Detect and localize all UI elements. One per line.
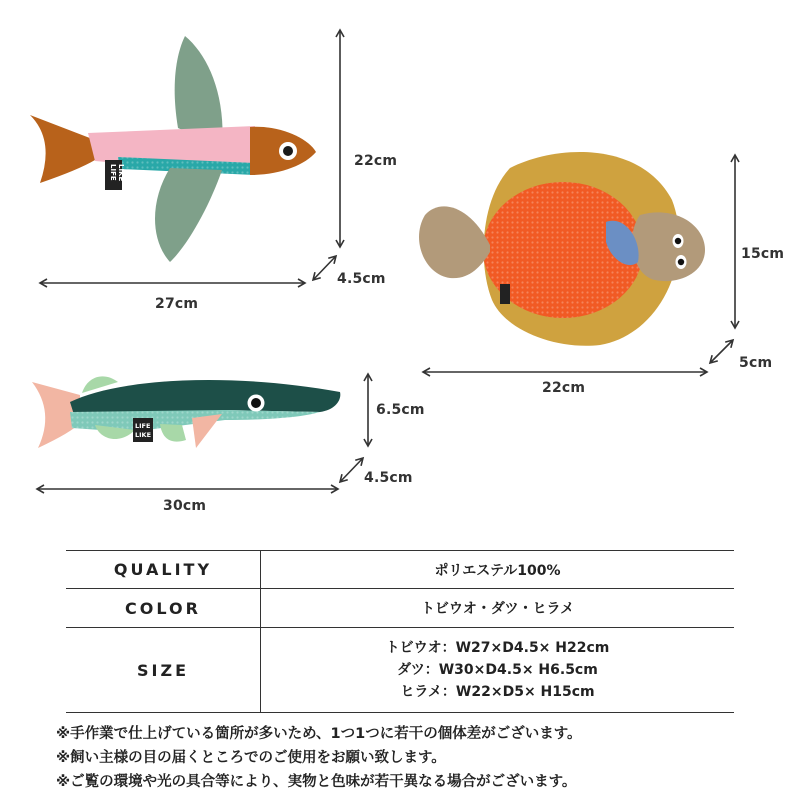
color-label: COLOR <box>66 589 261 628</box>
hirame-height-label: 15cm <box>741 246 785 262</box>
flounder-toy <box>419 152 705 346</box>
hirame-width-label: 22cm <box>542 380 586 396</box>
flying-fish-toy <box>30 36 316 262</box>
quality-label: QUALITY <box>66 551 261 589</box>
flying-fish-bottom-wing <box>155 168 222 262</box>
color-value: トビウオ・ダツ・ヒラメ <box>261 589 735 628</box>
datsu-width-label: 30cm <box>163 498 207 514</box>
hirame-depth-arrow <box>710 340 733 363</box>
tobiuo-depth-arrow <box>313 256 336 280</box>
spec-row-size <box>66 628 734 713</box>
notes <box>56 722 776 794</box>
tobiuo-depth-label: 4.5cm <box>337 271 386 287</box>
datsu-depth-arrow <box>340 458 363 482</box>
tag-text-life: LIFE <box>109 164 117 181</box>
flounder-head <box>632 212 705 281</box>
datsu-height-label: 6.5cm <box>376 402 425 418</box>
svg-text:LIKE: LIKE <box>135 431 152 439</box>
datsu-depth-label: 4.5cm <box>364 470 413 486</box>
size-values <box>261 628 735 713</box>
tag-text-like: LIKE <box>117 164 125 182</box>
note-color-variance: ※ご覧の環境や光の具合等により、実物と色味が若干異なる場合がございます。 <box>56 774 577 790</box>
size-value-tobiuo: トビウオ：W27×D4.5× H22cm <box>385 640 610 656</box>
size-label: SIZE <box>66 628 261 713</box>
tobiuo-height-label: 22cm <box>354 153 398 169</box>
needlefish-toy <box>32 376 340 448</box>
spec-row-color <box>66 589 734 628</box>
needlefish-pectoral-fin <box>192 414 222 448</box>
flying-fish-tail <box>30 115 95 183</box>
quality-value: ポリエステル100% <box>261 551 735 589</box>
flounder-tail <box>419 206 490 278</box>
hirame-depth-label: 5cm <box>739 355 773 371</box>
svg-text:LIFE: LIFE <box>135 422 151 430</box>
tobiuo-width-label: 27cm <box>155 296 199 312</box>
note-supervision: ※飼い主様の目の届くところでのご使用をお願い致します。 <box>56 750 446 766</box>
size-value-datsu: ダツ：W30×D4.5× H6.5cm <box>397 662 598 678</box>
brand-tag-flounder <box>500 284 510 304</box>
note-handmade: ※手作業で仕上げている箇所が多いため、1つ1つに若干の個体差がございます。 <box>56 726 582 742</box>
spec-row-quality <box>66 551 734 589</box>
size-value-hirame: ヒラメ：W22×D5× H15cm <box>400 684 595 700</box>
needlefish-anal-fin <box>160 424 186 442</box>
spec-table <box>66 550 734 713</box>
